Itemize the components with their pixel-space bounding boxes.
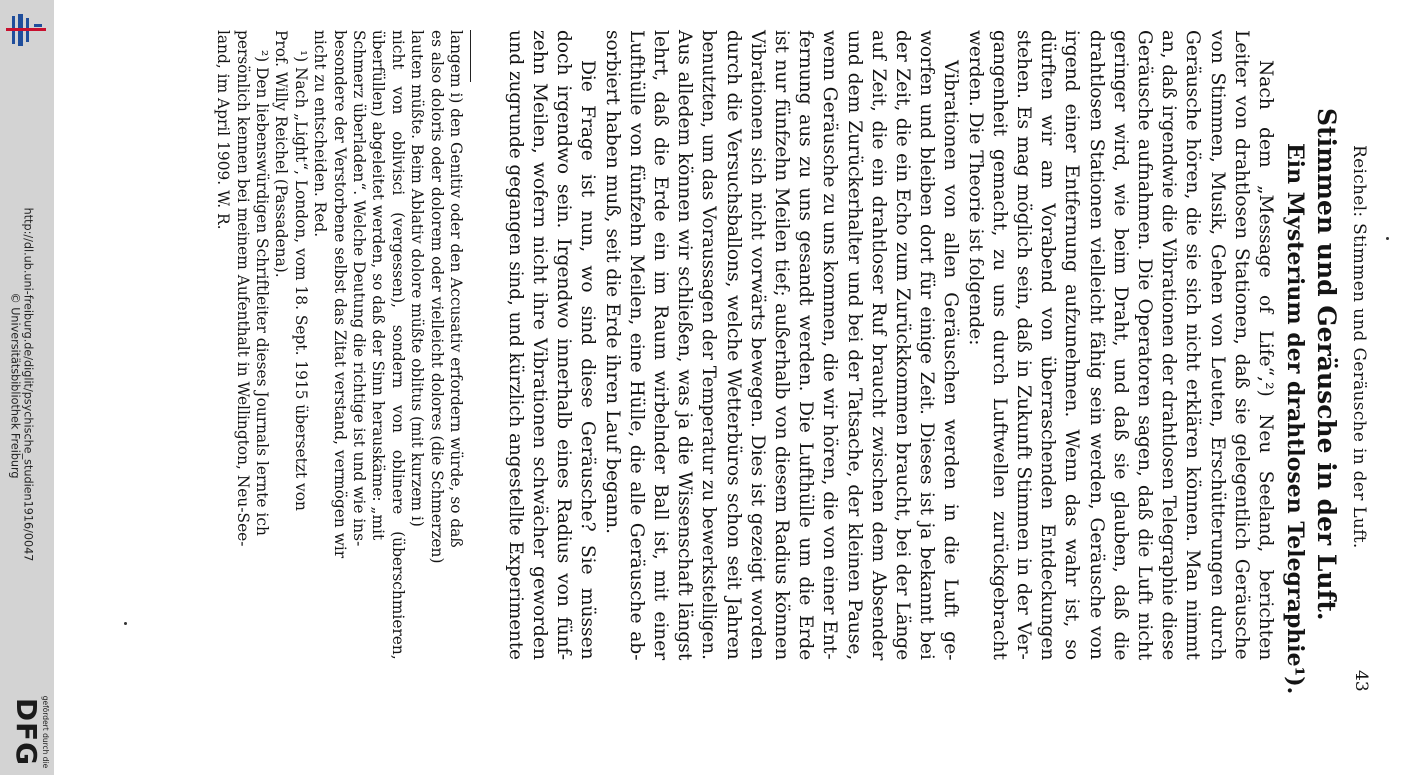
body-line: Aus alledem können wir schließen, was ja die Wissenschaft längst: [674, 30, 696, 661]
footnote-line: ²) Den liebenswürdigen Schriftleiter dieses Journals lernte ich: [253, 50, 271, 536]
body-line: der Zeit, die ein Echo zum Zurückkommen braucht, bei der Länge: [892, 30, 913, 661]
article-subtitle: Ein Mysterium der drahtlosen Telegraphie¹).: [1282, 143, 1308, 695]
running-head: Reichel: Stimmen und Geräusche in der Luft.: [1349, 145, 1369, 549]
body-line: wenn Geräusche zu uns kommen, die wir hören, die von einer Ent-: [819, 30, 841, 660]
scanned-page: [54, 0, 1409, 775]
footnote-rule: [470, 30, 471, 82]
body-line: Nach dem „Message of Life“,²) Neu Seeland, berichten: [1255, 60, 1276, 661]
body-line: Geräusche hören, die sie sich nicht erklären können. Man nimmt: [1182, 30, 1204, 661]
body-line: Geräusche aufnahmen. Die Operatoren sagen, daß die Luft nicht: [1134, 30, 1155, 661]
body-line: gangenheit gemacht, zu uns durch Luftwellen zurückgebracht: [988, 30, 1010, 660]
body-line: werden. Die Theorie ist folgende:: [964, 30, 986, 346]
footnote-line: Schmerz überladen“. Welche Deutung die richtige ist und wie ins-: [350, 30, 368, 547]
article-title: Stimmen und Geräusche in der Luft.: [1312, 108, 1341, 621]
funding-note: gefördert durch die: [41, 695, 50, 769]
body-line: stehen. Es mag möglich sein, daß in Zukunft Stimmen in der Ver-: [1013, 30, 1034, 660]
body-line: Vibrationen sich nicht vorwärts bewegen. Dies ist gezeigt worden: [746, 30, 768, 660]
body-line: und zugrunde gegangen sind, und kürzlich angestellte Experimente: [504, 30, 526, 660]
footnote-line: überfüllen) abgeleitet werden, so daß der Sinn herauskäme: „mit: [369, 30, 388, 541]
footnote-line: persönlich kennen bei meinem Aufenthalt in Wellington, Neu-See-: [233, 30, 252, 547]
body-line: Vibrationen von allen Geräuschen werden in die Luft ge-: [940, 60, 962, 661]
body-line: durch die Versuchsballons, welche Wetterbüros schon seit Jahren: [722, 30, 744, 660]
body-line: drahtlosen Stationen vielleicht fähig sein werden, Geräusche von: [1085, 30, 1107, 660]
footnote-line: es also doloris oder dolorem oder vielleicht dolores (die Schmerzen): [427, 30, 446, 564]
body-line: doch irgendwo sein. Irgendwo innerhalb eines Radius von fünf-: [553, 30, 575, 661]
footnote-line: ¹) Nach „Light“, London, vom 18. Sept. 1915 übersetzt von: [291, 50, 310, 511]
rotated-page-content: [214, 30, 1371, 700]
body-line: von Stimmen, Musik, Gehen von Leuten, Erschütterungen durch: [1206, 30, 1228, 661]
scan-speck: [1386, 237, 1389, 240]
dfg-logo: [10, 682, 50, 782]
body-line: Lufthülle von fünfzehn Meilen, eine Hülle, die alle Geräusche ab-: [625, 30, 647, 661]
body-line: worfen und bleiben dort für einige Zeit. Dieses ist ja bekannt bei: [916, 30, 938, 660]
body-line: fernung aus zu uns gesandt werden. Die Lufthülle um die Erde: [795, 30, 817, 661]
body-line: lehrt, daß die Erde ein im Raum wirbelnder Ball ist, mit einer: [650, 30, 671, 661]
page-number: 43: [1351, 670, 1371, 692]
body-line: irgend einer Entfernung aufzunehmen. Wenn das wahr ist, so: [1061, 30, 1083, 661]
body-line: benutzten, um das Voraussagen der Temperatur zu bewerkstelligen.: [698, 30, 720, 660]
body-line: zehn Meilen, wofern nicht ihre Vibrationen schwächer geworden: [529, 30, 550, 660]
body-line: auf Zeit, die ein drahtloser Ruf braucht zwischen dem Absender: [867, 30, 889, 661]
footnote-line: besondere der Verstorbene selbst das Zitat verstand, vermögen wir: [330, 30, 349, 559]
body-line: Leiter von drahtlosen Stationen, daß sie gelegentlich Geräusche: [1230, 30, 1252, 660]
body-line: und dem Zurückerhalter und bei der Tatsache, der kleinen Pause,: [843, 30, 865, 661]
footnote-line: nicht zu entscheiden. Red.: [311, 30, 330, 238]
body-line: sorbiert haben muß, seit die Erde ihren Lauf begann.: [601, 30, 623, 535]
dfg-logo-text: DFG: [10, 697, 43, 767]
scan-speck: [124, 622, 127, 625]
body-line: an, daß irgendwie die Vibrationen der drahtlosen Telegraphie diese: [1158, 30, 1180, 661]
footnote-line: lauten müßte. Beim Ablativ dolore müßte oblitus (mit kurzem i): [408, 30, 427, 527]
copyright-notice: © Universitätsbibliothek Freiburg: [8, 292, 22, 479]
footnote-line: land, im April 1909. W. R.: [214, 30, 233, 230]
viewer-sidebar: [0, 0, 55, 775]
body-line: ist nur fünfzehn Meilen tief; außerhalb von diesem Radius können: [771, 30, 792, 661]
body-line: Die Frage ist nun, wo sind diese Geräusche? Sie müssen: [577, 60, 599, 660]
footnote-line: nicht von oblivisci (vergessen), sondern von oblinere (überschmieren,: [388, 30, 407, 660]
footnote-line: Prof. Willy Reichel (Passadena).: [272, 30, 291, 278]
ub-freiburg-logo-icon: [4, 12, 48, 48]
body-line: geringer wird, wie beim Draht, und daß sie glauben, daß die: [1109, 30, 1131, 661]
body-line: dürften wir am Vorabend von überraschenden Entdeckungen: [1037, 30, 1059, 661]
source-url[interactable]: http://dl.ub.uni-freiburg.de/diglit/psychische_studien1916/0047: [21, 207, 35, 562]
footnote-line: langem i) den Genitiv oder den Accusativ erfordern würde, so daß: [447, 30, 465, 548]
